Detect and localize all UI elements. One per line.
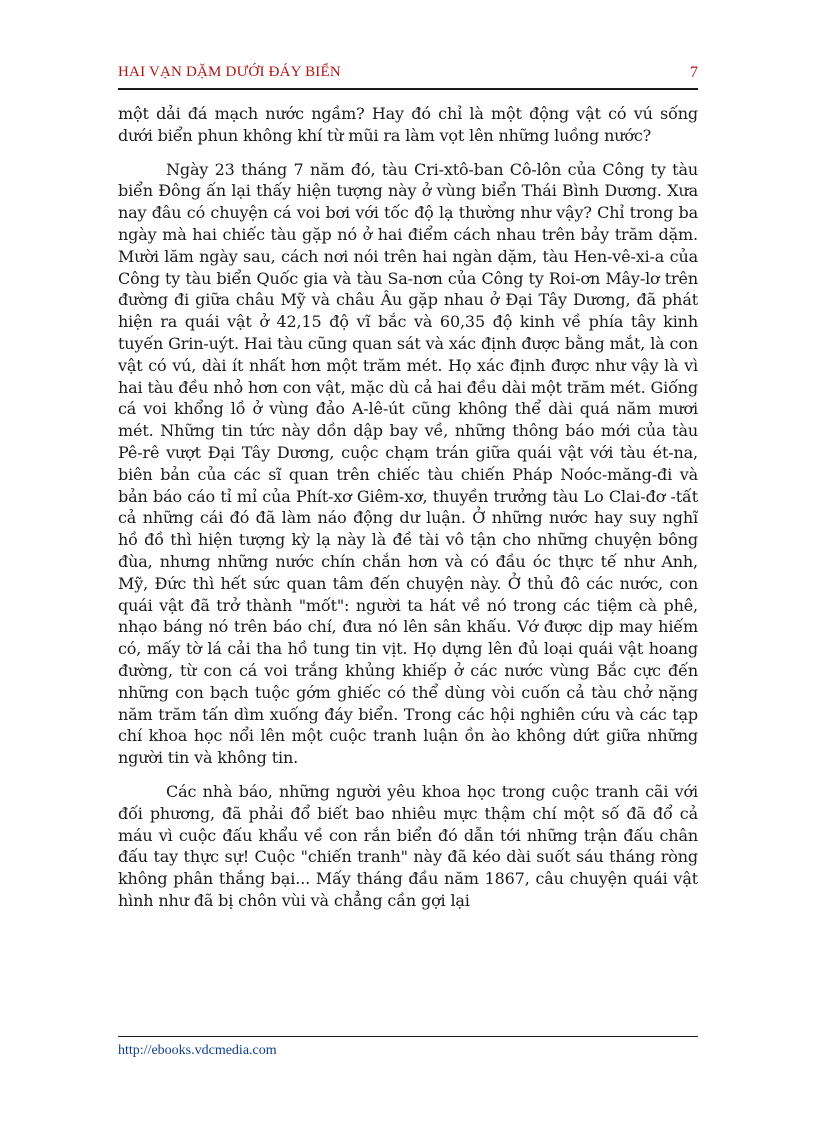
footer-link[interactable]: http://ebooks.vdcmedia.com bbox=[118, 1043, 277, 1058]
page-number: 7 bbox=[690, 64, 698, 81]
paragraph: Các nhà báo, những người yêu khoa học trong cuộc tranh cãi với đối phương, đã phải đổ biết bao nhiêu mực thậm chí một số đã đổ cả máu vì cuộc đấu khẩu về con rắn biển đó dẫn tới những trận đấu chân đấu tay thực sự! Cuộc "chiến tranh" này đã kéo dài suốt sáu tháng ròng không phân thắng bại... Mấy tháng đầu năm 1867, câu chuyện quái vật hình như đã bị chôn vùi và chẳng cần gợi lại bbox=[118, 781, 698, 910]
page-header bbox=[118, 62, 698, 90]
paragraph: Ngày 23 tháng 7 năm đó, tàu Cri-xtô-ban Cô-lôn của Công ty tàu biển Đông ấn lại thấy hiện tượng này ở vùng biển Thái Bình Dương. Xưa nay đâu có chuyện cá voi bơi với tốc độ lạ thường như vậy? Chỉ trong ba ngày mà hai chiếc tàu gặp nó ở hai điểm cách nhau trên bảy trăm dặm. Mười lăm ngày sau, cách nơi nói trên hai ngàn dặm, tàu Hen-vê-xi-a của Công ty tàu biển Quốc gia và tàu Sa-nơn của Công ty Roi-ơn Mây-lơ trên đường đi giữa châu Mỹ và châu Âu gặp nhau ở Đại Tây Dương, đã phát hiện ra quái vật ở 42,15 độ vĩ bắc và 60,35 độ kinh về phía tây kinh tuyến Grin-uýt. Hai tàu cũng quan sát và xác định được bằng mắt, là con vật có vú, dài ít nhất hơn một trăm mét. Họ xác định được như vậy là vì hai tàu đều nhỏ hơn con vật, mặc dù cả hai đều dài một trăm mét. Giống cá voi khổng lồ ở vùng đảo A-lê-út cũng không thể dài quá năm mươi mét. Những tin tức này dồn dập bay về, những thông báo mới của tàu Pê-rê vượt Đại Tây Dương, cuộc chạm trán giữa quái vật với tàu ét-na, biên bản của các sĩ quan trên chiếc tàu chiến Pháp Noóc-măng-đi và bản báo cáo tỉ mỉ của Phít-xơ Giêm-xơ, thuyền trưởng tàu Lo Clai-đơ -tất cả những cái đó đã làm náo động dư luận. Ở những nước hay suy nghĩ hồ đồ thì hiện tượng kỳ lạ này là đề tài vô tận cho những chuyện bông đùa, nhưng những nước chín chắn hơn và có đầu óc thực tế như Anh, Mỹ, Đức thì hết sức quan tâm đến chuyện này. Ở thủ đô các nước, con quái vật đã trở thành "mốt": người ta hát về nó trong các tiệm cà phê, nhạo báng nó trên báo chí, đưa nó lên sân khấu. Vớ được dịp may hiếm có, mấy tờ lá cải tha hồ tung tin vịt. Họ dựng lên đủ loại quái vật hoang đường, từ con cá voi trắng khủng khiếp ở các nước vùng Bắc cực đến những con bạch tuộc gớm ghiếc có thể dùng vòi cuốn cả tàu chở nặng năm trăm tấn dìm xuống đáy biển. Trong các hội nghiên cứu và các tạp chí khoa học nổi lên một cuộc tranh luận ồn ào không dứt giữa những người tin và không tin. bbox=[118, 159, 698, 768]
paragraph-continued: một dải đá mạch nước ngầm? Hay đó chỉ là một động vật có vú sống dưới biển phun không khí từ mũi ra làm vọt lên những luồng nước? bbox=[118, 104, 698, 145]
page-footer bbox=[118, 1036, 698, 1059]
book-title: HAI VẠN DẶM DƯỚI ĐÁY BIỂN bbox=[118, 64, 341, 80]
page-body bbox=[118, 103, 698, 924]
